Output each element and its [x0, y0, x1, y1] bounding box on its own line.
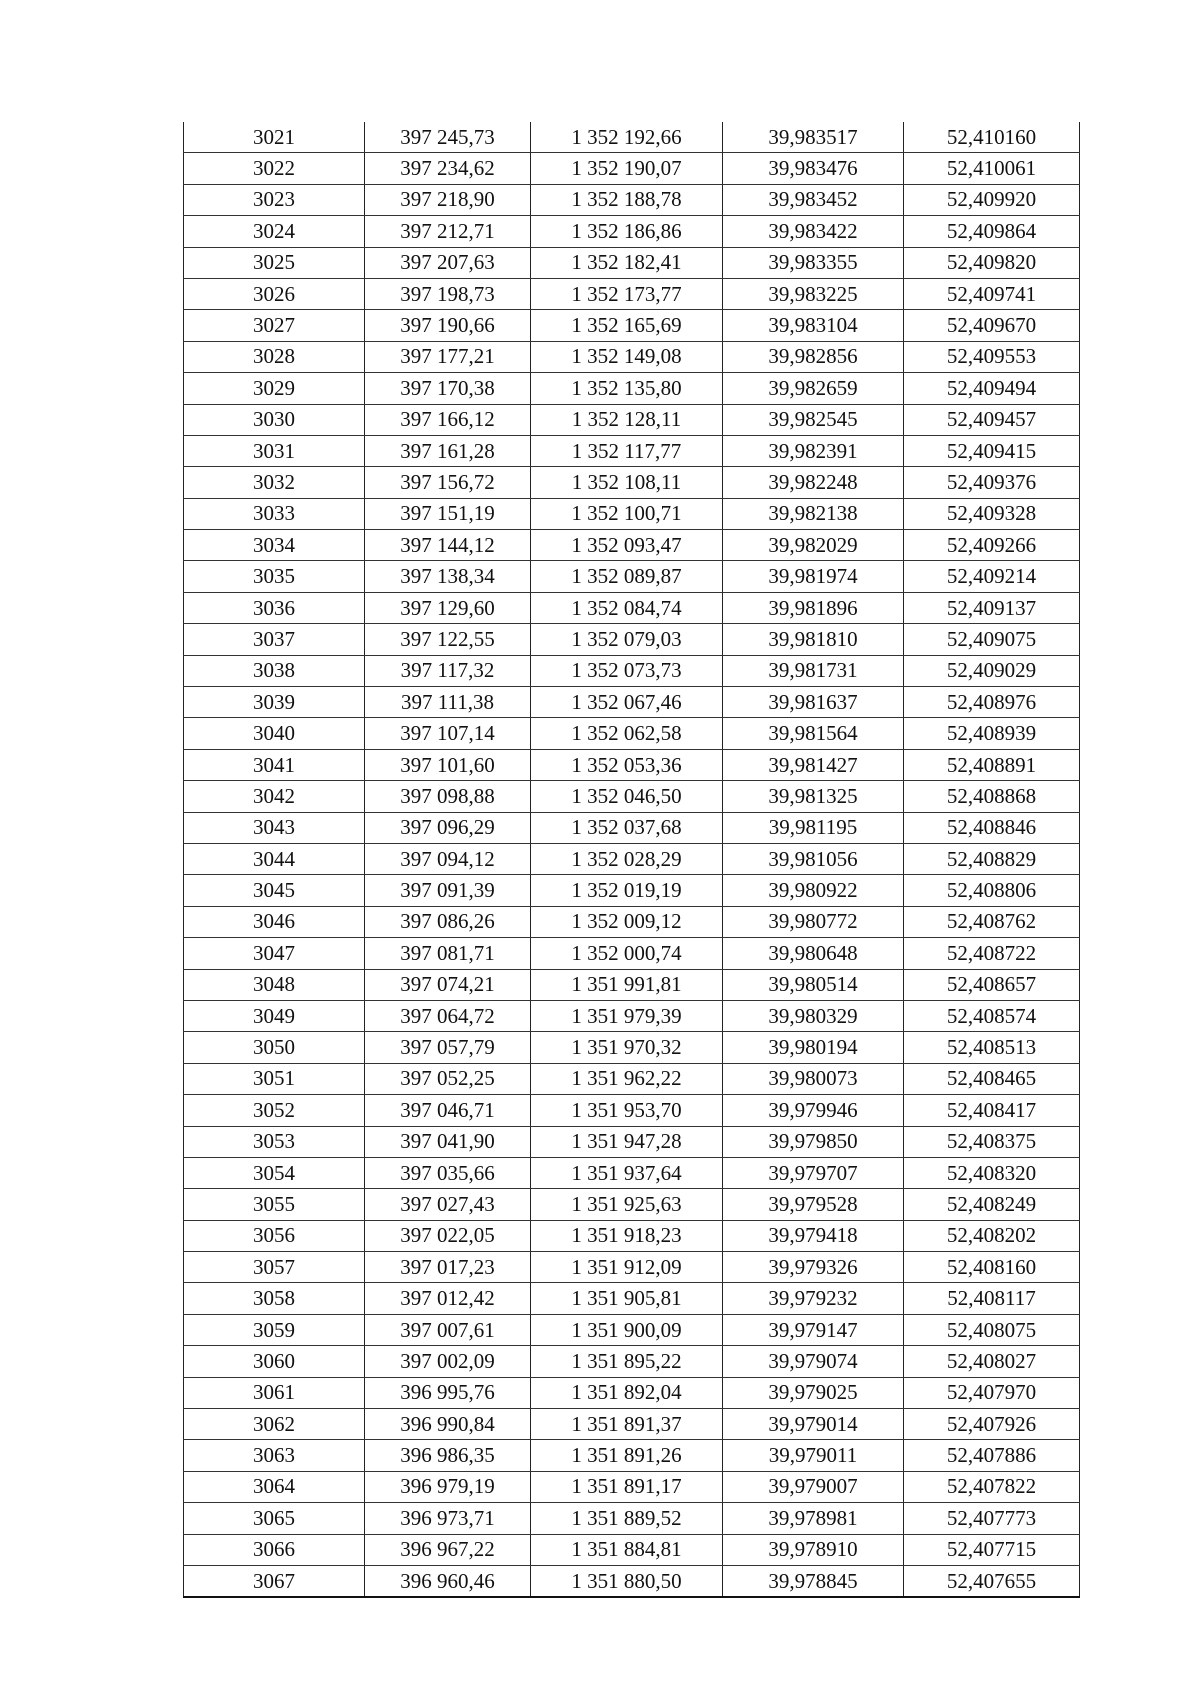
latitude-cell: 39,979011	[723, 1440, 904, 1471]
point-number-cell: 3064	[184, 1471, 365, 1502]
x-coordinate-cell: 397 064,72	[365, 1000, 531, 1031]
latitude-cell: 39,979007	[723, 1471, 904, 1502]
x-coordinate-cell: 397 144,12	[365, 530, 531, 561]
latitude-cell: 39,983355	[723, 247, 904, 278]
x-coordinate-cell: 397 151,19	[365, 498, 531, 529]
point-number-cell: 3033	[184, 498, 365, 529]
latitude-cell: 39,981564	[723, 718, 904, 749]
longitude-cell: 52,409328	[904, 498, 1080, 529]
table-row	[184, 655, 1080, 686]
latitude-cell: 39,982659	[723, 373, 904, 404]
y-coordinate-cell: 1 351 912,09	[531, 1252, 723, 1283]
latitude-cell: 39,981195	[723, 812, 904, 843]
table-row	[184, 875, 1080, 906]
x-coordinate-cell: 397 022,05	[365, 1220, 531, 1251]
y-coordinate-cell: 1 352 053,36	[531, 749, 723, 780]
latitude-cell: 39,979850	[723, 1126, 904, 1157]
table-row	[184, 1095, 1080, 1126]
x-coordinate-cell: 396 960,46	[365, 1565, 531, 1597]
point-number-cell: 3066	[184, 1534, 365, 1565]
longitude-cell: 52,409075	[904, 624, 1080, 655]
point-number-cell: 3042	[184, 781, 365, 812]
latitude-cell: 39,980922	[723, 875, 904, 906]
point-number-cell: 3032	[184, 467, 365, 498]
x-coordinate-cell: 397 218,90	[365, 184, 531, 215]
longitude-cell: 52,408513	[904, 1032, 1080, 1063]
point-number-cell: 3022	[184, 153, 365, 184]
y-coordinate-cell: 1 352 089,87	[531, 561, 723, 592]
y-coordinate-cell: 1 351 925,63	[531, 1189, 723, 1220]
longitude-cell: 52,408075	[904, 1314, 1080, 1345]
table-row	[184, 687, 1080, 718]
table-row	[184, 718, 1080, 749]
x-coordinate-cell: 397 012,42	[365, 1283, 531, 1314]
y-coordinate-cell: 1 352 009,12	[531, 906, 723, 937]
y-coordinate-cell: 1 352 173,77	[531, 278, 723, 309]
y-coordinate-cell: 1 351 918,23	[531, 1220, 723, 1251]
table-row	[184, 812, 1080, 843]
x-coordinate-cell: 397 170,38	[365, 373, 531, 404]
table-row	[184, 310, 1080, 341]
y-coordinate-cell: 1 352 019,19	[531, 875, 723, 906]
longitude-cell: 52,409376	[904, 467, 1080, 498]
x-coordinate-cell: 396 973,71	[365, 1503, 531, 1534]
y-coordinate-cell: 1 352 000,74	[531, 938, 723, 969]
x-coordinate-cell: 397 234,62	[365, 153, 531, 184]
y-coordinate-cell: 1 351 900,09	[531, 1314, 723, 1345]
table-row	[184, 153, 1080, 184]
table-row	[184, 1126, 1080, 1157]
table-row	[184, 184, 1080, 215]
point-number-cell: 3057	[184, 1252, 365, 1283]
x-coordinate-cell: 397 198,73	[365, 278, 531, 309]
y-coordinate-cell: 1 351 880,50	[531, 1565, 723, 1597]
y-coordinate-cell: 1 352 093,47	[531, 530, 723, 561]
point-number-cell: 3037	[184, 624, 365, 655]
x-coordinate-cell: 397 212,71	[365, 216, 531, 247]
latitude-cell: 39,979025	[723, 1377, 904, 1408]
x-coordinate-cell: 397 017,23	[365, 1252, 531, 1283]
table-row	[184, 1157, 1080, 1188]
latitude-cell: 39,980648	[723, 938, 904, 969]
point-number-cell: 3055	[184, 1189, 365, 1220]
latitude-cell: 39,983517	[723, 122, 904, 153]
x-coordinate-cell: 397 041,90	[365, 1126, 531, 1157]
longitude-cell: 52,407715	[904, 1534, 1080, 1565]
point-number-cell: 3067	[184, 1565, 365, 1597]
table-row	[184, 781, 1080, 812]
y-coordinate-cell: 1 352 067,46	[531, 687, 723, 718]
longitude-cell: 52,408976	[904, 687, 1080, 718]
y-coordinate-cell: 1 351 889,52	[531, 1503, 723, 1534]
y-coordinate-cell: 1 351 891,26	[531, 1440, 723, 1471]
longitude-cell: 52,408657	[904, 969, 1080, 1000]
x-coordinate-cell: 397 086,26	[365, 906, 531, 937]
point-number-cell: 3060	[184, 1346, 365, 1377]
point-number-cell: 3044	[184, 843, 365, 874]
longitude-cell: 52,408806	[904, 875, 1080, 906]
latitude-cell: 39,979232	[723, 1283, 904, 1314]
point-number-cell: 3063	[184, 1440, 365, 1471]
longitude-cell: 52,408375	[904, 1126, 1080, 1157]
x-coordinate-cell: 397 111,38	[365, 687, 531, 718]
latitude-cell: 39,978981	[723, 1503, 904, 1534]
x-coordinate-cell: 397 161,28	[365, 435, 531, 466]
x-coordinate-cell: 397 074,21	[365, 969, 531, 1000]
x-coordinate-cell: 397 091,39	[365, 875, 531, 906]
longitude-cell: 52,409920	[904, 184, 1080, 215]
latitude-cell: 39,979326	[723, 1252, 904, 1283]
latitude-cell: 39,982029	[723, 530, 904, 561]
longitude-cell: 52,409214	[904, 561, 1080, 592]
latitude-cell: 39,980194	[723, 1032, 904, 1063]
x-coordinate-cell: 396 990,84	[365, 1409, 531, 1440]
longitude-cell: 52,408891	[904, 749, 1080, 780]
point-number-cell: 3056	[184, 1220, 365, 1251]
table-row	[184, 467, 1080, 498]
y-coordinate-cell: 1 352 084,74	[531, 592, 723, 623]
latitude-cell: 39,979528	[723, 1189, 904, 1220]
longitude-cell: 52,407655	[904, 1565, 1080, 1597]
y-coordinate-cell: 1 352 190,07	[531, 153, 723, 184]
latitude-cell: 39,981731	[723, 655, 904, 686]
longitude-cell: 52,408829	[904, 843, 1080, 874]
y-coordinate-cell: 1 351 891,37	[531, 1409, 723, 1440]
table-row	[184, 1346, 1080, 1377]
point-number-cell: 3040	[184, 718, 365, 749]
y-coordinate-cell: 1 351 991,81	[531, 969, 723, 1000]
point-number-cell: 3034	[184, 530, 365, 561]
table-row	[184, 1252, 1080, 1283]
point-number-cell: 3059	[184, 1314, 365, 1345]
longitude-cell: 52,408868	[904, 781, 1080, 812]
longitude-cell: 52,408320	[904, 1157, 1080, 1188]
point-number-cell: 3028	[184, 341, 365, 372]
latitude-cell: 39,979147	[723, 1314, 904, 1345]
x-coordinate-cell: 397 122,55	[365, 624, 531, 655]
y-coordinate-cell: 1 352 117,77	[531, 435, 723, 466]
point-number-cell: 3049	[184, 1000, 365, 1031]
x-coordinate-cell: 396 986,35	[365, 1440, 531, 1471]
x-coordinate-cell: 397 081,71	[365, 938, 531, 969]
latitude-cell: 39,981637	[723, 687, 904, 718]
latitude-cell: 39,979014	[723, 1409, 904, 1440]
longitude-cell: 52,408574	[904, 1000, 1080, 1031]
x-coordinate-cell: 397 007,61	[365, 1314, 531, 1345]
longitude-cell: 52,410061	[904, 153, 1080, 184]
y-coordinate-cell: 1 351 905,81	[531, 1283, 723, 1314]
latitude-cell: 39,982545	[723, 404, 904, 435]
longitude-cell: 52,409494	[904, 373, 1080, 404]
y-coordinate-cell: 1 352 073,73	[531, 655, 723, 686]
latitude-cell: 39,980073	[723, 1063, 904, 1094]
point-number-cell: 3051	[184, 1063, 365, 1094]
point-number-cell: 3041	[184, 749, 365, 780]
x-coordinate-cell: 396 995,76	[365, 1377, 531, 1408]
table-row	[184, 278, 1080, 309]
point-number-cell: 3021	[184, 122, 365, 153]
latitude-cell: 39,979946	[723, 1095, 904, 1126]
table-row	[184, 843, 1080, 874]
table-row	[184, 530, 1080, 561]
longitude-cell: 52,409266	[904, 530, 1080, 561]
latitude-cell: 39,980514	[723, 969, 904, 1000]
longitude-cell: 52,408202	[904, 1220, 1080, 1251]
latitude-cell: 39,981325	[723, 781, 904, 812]
table-row	[184, 247, 1080, 278]
table-row	[184, 498, 1080, 529]
table-row	[184, 1440, 1080, 1471]
point-number-cell: 3030	[184, 404, 365, 435]
x-coordinate-cell: 396 979,19	[365, 1471, 531, 1502]
x-coordinate-cell: 397 245,73	[365, 122, 531, 153]
y-coordinate-cell: 1 352 188,78	[531, 184, 723, 215]
longitude-cell: 52,408249	[904, 1189, 1080, 1220]
table-row	[184, 1063, 1080, 1094]
point-number-cell: 3038	[184, 655, 365, 686]
table-row	[184, 404, 1080, 435]
latitude-cell: 39,981896	[723, 592, 904, 623]
table-row	[184, 122, 1080, 153]
longitude-cell: 52,409457	[904, 404, 1080, 435]
latitude-cell: 39,982391	[723, 435, 904, 466]
x-coordinate-cell: 397 057,79	[365, 1032, 531, 1063]
longitude-cell: 52,408939	[904, 718, 1080, 749]
latitude-cell: 39,980772	[723, 906, 904, 937]
latitude-cell: 39,979074	[723, 1346, 904, 1377]
x-coordinate-cell: 397 138,34	[365, 561, 531, 592]
y-coordinate-cell: 1 351 895,22	[531, 1346, 723, 1377]
y-coordinate-cell: 1 352 046,50	[531, 781, 723, 812]
point-number-cell: 3026	[184, 278, 365, 309]
longitude-cell: 52,407970	[904, 1377, 1080, 1408]
longitude-cell: 52,409415	[904, 435, 1080, 466]
point-number-cell: 3025	[184, 247, 365, 278]
latitude-cell: 39,983422	[723, 216, 904, 247]
point-number-cell: 3061	[184, 1377, 365, 1408]
table-row	[184, 938, 1080, 969]
x-coordinate-cell: 397 052,25	[365, 1063, 531, 1094]
latitude-cell: 39,982138	[723, 498, 904, 529]
longitude-cell: 52,409029	[904, 655, 1080, 686]
longitude-cell: 52,408027	[904, 1346, 1080, 1377]
x-coordinate-cell: 397 107,14	[365, 718, 531, 749]
x-coordinate-cell: 397 166,12	[365, 404, 531, 435]
table-row	[184, 624, 1080, 655]
longitude-cell: 52,408722	[904, 938, 1080, 969]
point-number-cell: 3027	[184, 310, 365, 341]
coordinates-table	[183, 122, 1080, 1598]
x-coordinate-cell: 397 098,88	[365, 781, 531, 812]
latitude-cell: 39,981810	[723, 624, 904, 655]
table-row	[184, 749, 1080, 780]
point-number-cell: 3050	[184, 1032, 365, 1063]
table-row	[184, 969, 1080, 1000]
x-coordinate-cell: 397 117,32	[365, 655, 531, 686]
y-coordinate-cell: 1 352 128,11	[531, 404, 723, 435]
table-row	[184, 1503, 1080, 1534]
table-row	[184, 561, 1080, 592]
latitude-cell: 39,978845	[723, 1565, 904, 1597]
latitude-cell: 39,982856	[723, 341, 904, 372]
point-number-cell: 3043	[184, 812, 365, 843]
point-number-cell: 3058	[184, 1283, 365, 1314]
table-row	[184, 1032, 1080, 1063]
longitude-cell: 52,409820	[904, 247, 1080, 278]
latitude-cell: 39,980329	[723, 1000, 904, 1031]
latitude-cell: 39,981974	[723, 561, 904, 592]
y-coordinate-cell: 1 352 037,68	[531, 812, 723, 843]
table-row	[184, 906, 1080, 937]
x-coordinate-cell: 397 096,29	[365, 812, 531, 843]
x-coordinate-cell: 397 035,66	[365, 1157, 531, 1188]
y-coordinate-cell: 1 351 891,17	[531, 1471, 723, 1502]
longitude-cell: 52,408417	[904, 1095, 1080, 1126]
x-coordinate-cell: 396 967,22	[365, 1534, 531, 1565]
latitude-cell: 39,982248	[723, 467, 904, 498]
longitude-cell: 52,409137	[904, 592, 1080, 623]
table-row	[184, 592, 1080, 623]
y-coordinate-cell: 1 352 186,86	[531, 216, 723, 247]
table-row	[184, 1409, 1080, 1440]
longitude-cell: 52,408762	[904, 906, 1080, 937]
y-coordinate-cell: 1 351 947,28	[531, 1126, 723, 1157]
table-row	[184, 1189, 1080, 1220]
x-coordinate-cell: 397 156,72	[365, 467, 531, 498]
latitude-cell: 39,983476	[723, 153, 904, 184]
table-row	[184, 373, 1080, 404]
x-coordinate-cell: 397 177,21	[365, 341, 531, 372]
point-number-cell: 3046	[184, 906, 365, 937]
point-number-cell: 3039	[184, 687, 365, 718]
y-coordinate-cell: 1 352 182,41	[531, 247, 723, 278]
y-coordinate-cell: 1 352 028,29	[531, 843, 723, 874]
latitude-cell: 39,979418	[723, 1220, 904, 1251]
longitude-cell: 52,408160	[904, 1252, 1080, 1283]
longitude-cell: 52,409741	[904, 278, 1080, 309]
latitude-cell: 39,983225	[723, 278, 904, 309]
point-number-cell: 3047	[184, 938, 365, 969]
x-coordinate-cell: 397 207,63	[365, 247, 531, 278]
longitude-cell: 52,410160	[904, 122, 1080, 153]
point-number-cell: 3024	[184, 216, 365, 247]
x-coordinate-cell: 397 002,09	[365, 1346, 531, 1377]
longitude-cell: 52,407822	[904, 1471, 1080, 1502]
point-number-cell: 3053	[184, 1126, 365, 1157]
point-number-cell: 3045	[184, 875, 365, 906]
y-coordinate-cell: 1 351 892,04	[531, 1377, 723, 1408]
table-row	[184, 1471, 1080, 1502]
point-number-cell: 3048	[184, 969, 365, 1000]
longitude-cell: 52,407926	[904, 1409, 1080, 1440]
y-coordinate-cell: 1 352 135,80	[531, 373, 723, 404]
y-coordinate-cell: 1 351 962,22	[531, 1063, 723, 1094]
y-coordinate-cell: 1 352 192,66	[531, 122, 723, 153]
y-coordinate-cell: 1 351 979,39	[531, 1000, 723, 1031]
longitude-cell: 52,408117	[904, 1283, 1080, 1314]
table-row	[184, 435, 1080, 466]
table-row	[184, 1283, 1080, 1314]
y-coordinate-cell: 1 352 165,69	[531, 310, 723, 341]
point-number-cell: 3029	[184, 373, 365, 404]
table-row	[184, 1377, 1080, 1408]
latitude-cell: 39,983104	[723, 310, 904, 341]
longitude-cell: 52,408465	[904, 1063, 1080, 1094]
y-coordinate-cell: 1 351 953,70	[531, 1095, 723, 1126]
x-coordinate-cell: 397 027,43	[365, 1189, 531, 1220]
longitude-cell: 52,407773	[904, 1503, 1080, 1534]
point-number-cell: 3062	[184, 1409, 365, 1440]
table-row	[184, 1314, 1080, 1345]
coordinates-table-body	[184, 122, 1080, 1597]
x-coordinate-cell: 397 094,12	[365, 843, 531, 874]
point-number-cell: 3023	[184, 184, 365, 215]
table-row	[184, 1534, 1080, 1565]
latitude-cell: 39,981427	[723, 749, 904, 780]
point-number-cell: 3052	[184, 1095, 365, 1126]
latitude-cell: 39,983452	[723, 184, 904, 215]
y-coordinate-cell: 1 351 970,32	[531, 1032, 723, 1063]
table-row	[184, 1220, 1080, 1251]
x-coordinate-cell: 397 046,71	[365, 1095, 531, 1126]
y-coordinate-cell: 1 352 149,08	[531, 341, 723, 372]
point-number-cell: 3036	[184, 592, 365, 623]
y-coordinate-cell: 1 352 062,58	[531, 718, 723, 749]
x-coordinate-cell: 397 101,60	[365, 749, 531, 780]
longitude-cell: 52,409553	[904, 341, 1080, 372]
point-number-cell: 3031	[184, 435, 365, 466]
point-number-cell: 3065	[184, 1503, 365, 1534]
latitude-cell: 39,978910	[723, 1534, 904, 1565]
longitude-cell: 52,407886	[904, 1440, 1080, 1471]
x-coordinate-cell: 397 190,66	[365, 310, 531, 341]
table-row	[184, 1000, 1080, 1031]
table-row	[184, 216, 1080, 247]
y-coordinate-cell: 1 351 937,64	[531, 1157, 723, 1188]
y-coordinate-cell: 1 352 108,11	[531, 467, 723, 498]
y-coordinate-cell: 1 351 884,81	[531, 1534, 723, 1565]
point-number-cell: 3054	[184, 1157, 365, 1188]
latitude-cell: 39,979707	[723, 1157, 904, 1188]
longitude-cell: 52,409864	[904, 216, 1080, 247]
point-number-cell: 3035	[184, 561, 365, 592]
table-row	[184, 341, 1080, 372]
longitude-cell: 52,409670	[904, 310, 1080, 341]
y-coordinate-cell: 1 352 079,03	[531, 624, 723, 655]
longitude-cell: 52,408846	[904, 812, 1080, 843]
latitude-cell: 39,981056	[723, 843, 904, 874]
x-coordinate-cell: 397 129,60	[365, 592, 531, 623]
y-coordinate-cell: 1 352 100,71	[531, 498, 723, 529]
table-row	[184, 1565, 1080, 1597]
